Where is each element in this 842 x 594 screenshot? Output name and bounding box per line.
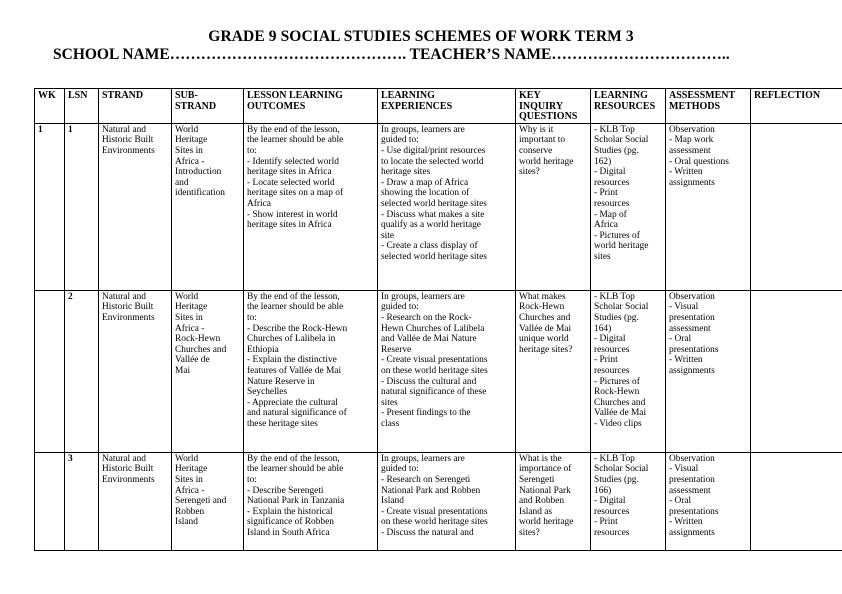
strand-cell: Natural and Historic Built Environments xyxy=(99,123,172,290)
experiences-cell: In groups, learners are guided to: - Research on the Rock- Hewn Churches of Lalibela and Vallée de Mai Nature Reserve - Create visual presentations on these world heritage sites - Discuss the cultural and natural significance of these sites - Present findings to the class xyxy=(378,290,516,452)
sub-strand-cell: World Heritage Sites in Africa - Rock-Hewn Churches and Vallée de Mai xyxy=(172,290,244,452)
sub-strand-cell: World Heritage Sites in Africa - Introduction and identification xyxy=(172,123,244,290)
lesson-cell: 3 xyxy=(65,452,99,550)
lesson-cell: 1 xyxy=(65,123,99,290)
header-lesson: LSN xyxy=(65,89,99,124)
experiences-cell: In groups, learners are guided to: - Use digital/print resources to locate the selected world heritage sites - Draw a map of Africa showing the location of selected world heritage sites - Discuss what makes a site qualify as a world heritage site - Create a class display of selected world heritage sites xyxy=(378,123,516,290)
week-cell: 1 xyxy=(35,123,65,290)
table-row xyxy=(35,452,842,550)
lesson-cell: 2 xyxy=(65,290,99,452)
document-title: GRADE 9 SOCIAL STUDIES SCHEMES OF WORK TERM 3 xyxy=(208,28,634,45)
header-reflection: REFLECTION xyxy=(751,89,842,124)
school-teacher-line: SCHOOL NAME………………………………………. TEACHER’S NAME…………………………….. xyxy=(53,46,730,63)
sub-strand-cell: World Heritage Sites in Africa - Serengeti and Robben Island xyxy=(172,452,244,550)
resources-cell: - KLB Top Scholar Social Studies (pg. 162) - Digital resources - Print resources - Map of Africa - Pictures of world heritage sites xyxy=(591,123,666,290)
inquiry-questions-cell: Why is it important to conserve world heritage sites? xyxy=(516,123,591,290)
assessment-cell: Observation - Visual presentation assessment - Oral presentations - Written assignments xyxy=(666,452,751,550)
header-sub-strand: SUB- STRAND xyxy=(172,89,244,124)
header-strand: STRAND xyxy=(99,89,172,124)
inquiry-questions-cell: What is the importance of Serengeti National Park and Robben Island as world heritage sites? xyxy=(516,452,591,550)
resources-cell: - KLB Top Scholar Social Studies (pg. 164) - Digital resources - Print resources - Pictures of Rock-Hewn Churches and Vallée de Mai - Video clips xyxy=(591,290,666,452)
week-cell xyxy=(35,452,65,550)
reflection-cell xyxy=(751,123,842,290)
header-week: WK xyxy=(35,89,65,124)
table-row xyxy=(35,123,842,290)
header-learning-resources: LEARNING RESOURCES xyxy=(591,89,666,124)
header-assessment-methods: ASSESSMENT METHODS xyxy=(666,89,751,124)
assessment-cell: Observation - Visual presentation assessment - Oral presentations - Written assignments xyxy=(666,290,751,452)
header-learning-outcomes: LESSON LEARNING OUTCOMES xyxy=(244,89,378,124)
strand-cell: Natural and Historic Built Environments xyxy=(99,452,172,550)
scheme-of-work-table xyxy=(34,88,842,551)
inquiry-questions-cell: What makes Rock-Hewn Churches and Vallée de Mai unique world heritage sites? xyxy=(516,290,591,452)
table-header-row xyxy=(35,89,842,124)
header-learning-experiences: LEARNING EXPERIENCES xyxy=(378,89,516,124)
reflection-cell xyxy=(751,290,842,452)
reflection-cell xyxy=(751,452,842,550)
assessment-cell: Observation - Map work assessment - Oral questions - Written assignments xyxy=(666,123,751,290)
experiences-cell: In groups, learners are guided to: - Research on Serengeti National Park and Robben Island - Create visual presentations on these world heritage sites - Discuss the natural and xyxy=(378,452,516,550)
resources-cell: - KLB Top Scholar Social Studies (pg. 166) - Digital resources - Print resources xyxy=(591,452,666,550)
strand-cell: Natural and Historic Built Environments xyxy=(99,290,172,452)
table-row xyxy=(35,290,842,452)
header-key-inquiry-questions: KEY INQUIRY QUESTIONS xyxy=(516,89,591,124)
outcomes-cell: By the end of the lesson, the learner should be able to: - Describe Serengeti National Park in Tanzania - Explain the historical significance of Robben Island in South Africa xyxy=(244,452,378,550)
week-cell xyxy=(35,290,65,452)
outcomes-cell: By the end of the lesson, the learner should be able to: - Describe the Rock-Hewn Churches of Lalibela in Ethiopia - Explain the distinctive features of Vallée de Mai Nature Reserve in Seychelles - Appreciate the cultural and natural significance of these heritage sites xyxy=(244,290,378,452)
outcomes-cell: By the end of the lesson, the learner should be able to: - Identify selected world heritage sites in Africa - Locate selected world heritage sites on a map of Africa - Show interest in world heritage sites in Africa xyxy=(244,123,378,290)
